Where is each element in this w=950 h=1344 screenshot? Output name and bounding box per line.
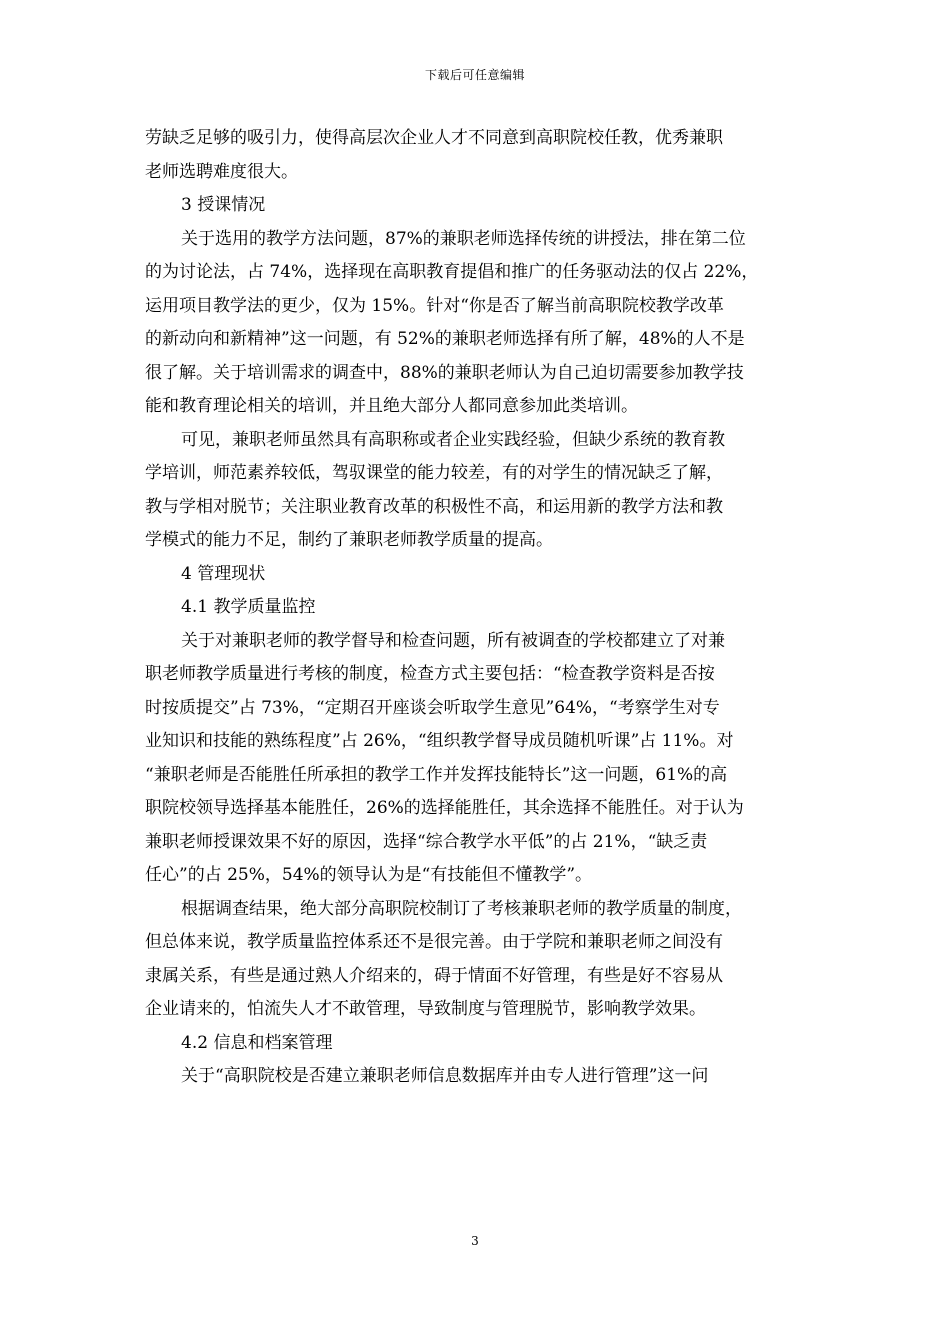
paragraph-start: 关于选用的教学方法问题，87%的兼职老师选择传统的讲授法，排在第二位 (181, 228, 746, 249)
text-line: 业知识和技能的熟练程度”占 26%，“组织教学督导成员随机听课”占 11%。对 (145, 731, 734, 751)
text-line: 的为讨论法，占 74%，选择现在高职教育提倡和推广的任务驱动法的仅占 22%， (145, 262, 759, 282)
text-line: 劳缺乏足够的吸引力，使得高层次企业人才不同意到高职院校任教，优秀兼职 (145, 128, 723, 148)
paragraph-start: 根据调查结果，绝大部分高职院校制订了考核兼职老师的教学质量的制度， (181, 898, 742, 919)
paragraph-start: 关于“高职院校是否建立兼职老师信息数据库并由专人进行管理”这一问 (181, 1066, 709, 1086)
document-body (145, 122, 817, 1094)
text-line: 兼职老师授课效果不好的原因，选择“综合教学水平低”的占 21%，“缺乏责 (145, 831, 708, 852)
text-line: 老师选聘难度很大。 (145, 161, 298, 182)
paragraph-start: 关于对兼职老师的教学督导和检查问题，所有被调查的学校都建立了对兼 (181, 630, 725, 651)
page-header: 下载后可任意编辑 (424, 68, 525, 82)
text-line: 的新动向和新精神”这一问题，有 52%的兼职老师选择有所了解，48%的人不是 (145, 329, 745, 349)
paragraph-start: 可见，兼职老师虽然具有高职称或者企业实践经验，但缺少系统的教育教 (181, 429, 725, 450)
text-line: 学培训，师范素养较低，驾驭课堂的能力较差，有的对学生的情况缺乏了解， (145, 463, 723, 483)
text-line: 教与学相对脱节；关注职业教育改革的积极性不高，和运用新的教学方法和教 (145, 496, 723, 517)
text-line: 但总体来说，教学质量监控体系还不是很完善。由于学院和兼职老师之间没有 (145, 932, 723, 952)
text-line: “兼职老师是否能胜任所承担的教学工作并发挥技能特长”这一问题，61%的高 (145, 764, 728, 785)
text-line: 企业请来的，怕流失人才不敢管理，导致制度与管理脱节，影响教学效果。 (145, 999, 706, 1019)
text-line: 能和教育理论相关的培训，并且绝大部分人都同意参加此类培训。 (145, 396, 638, 416)
text-line: 学模式的能力不足，制约了兼职老师教学质量的提高。 (145, 530, 553, 550)
subsection-heading: 4.1 教学质量监控 (181, 597, 316, 617)
text-line: 任心”的占 25%，54%的领导认为是“有技能但不懂教学”。 (145, 865, 593, 885)
section-heading: 3 授课情况 (181, 195, 266, 215)
text-line: 隶属关系，有些是通过熟人介绍来的，碍于情面不好管理，有些是好不容易从 (145, 965, 723, 986)
text-line: 运用项目教学法的更少，仅为 15%。针对“你是否了解当前高职院校教学改革 (145, 295, 724, 316)
text-line: 时按质提交”占 73%，“定期召开座谈会听取学生意见”64%，“考察学生对专 (145, 697, 720, 718)
page-number: 3 (471, 1234, 479, 1248)
section-heading: 4 管理现状 (181, 563, 266, 584)
text-line: 职院校领导选择基本能胜任，26%的选择能胜任，其余选择不能胜任。对于认为 (145, 798, 744, 818)
subsection-heading: 4.2 信息和档案管理 (181, 1032, 333, 1053)
text-line: 很了解。关于培训需求的调查中，88%的兼职老师认为自己迫切需要参加教学技 (145, 362, 744, 383)
text-line: 职老师教学质量进行考核的制度，检查方式主要包括：“检查教学资料是否按 (145, 664, 715, 684)
